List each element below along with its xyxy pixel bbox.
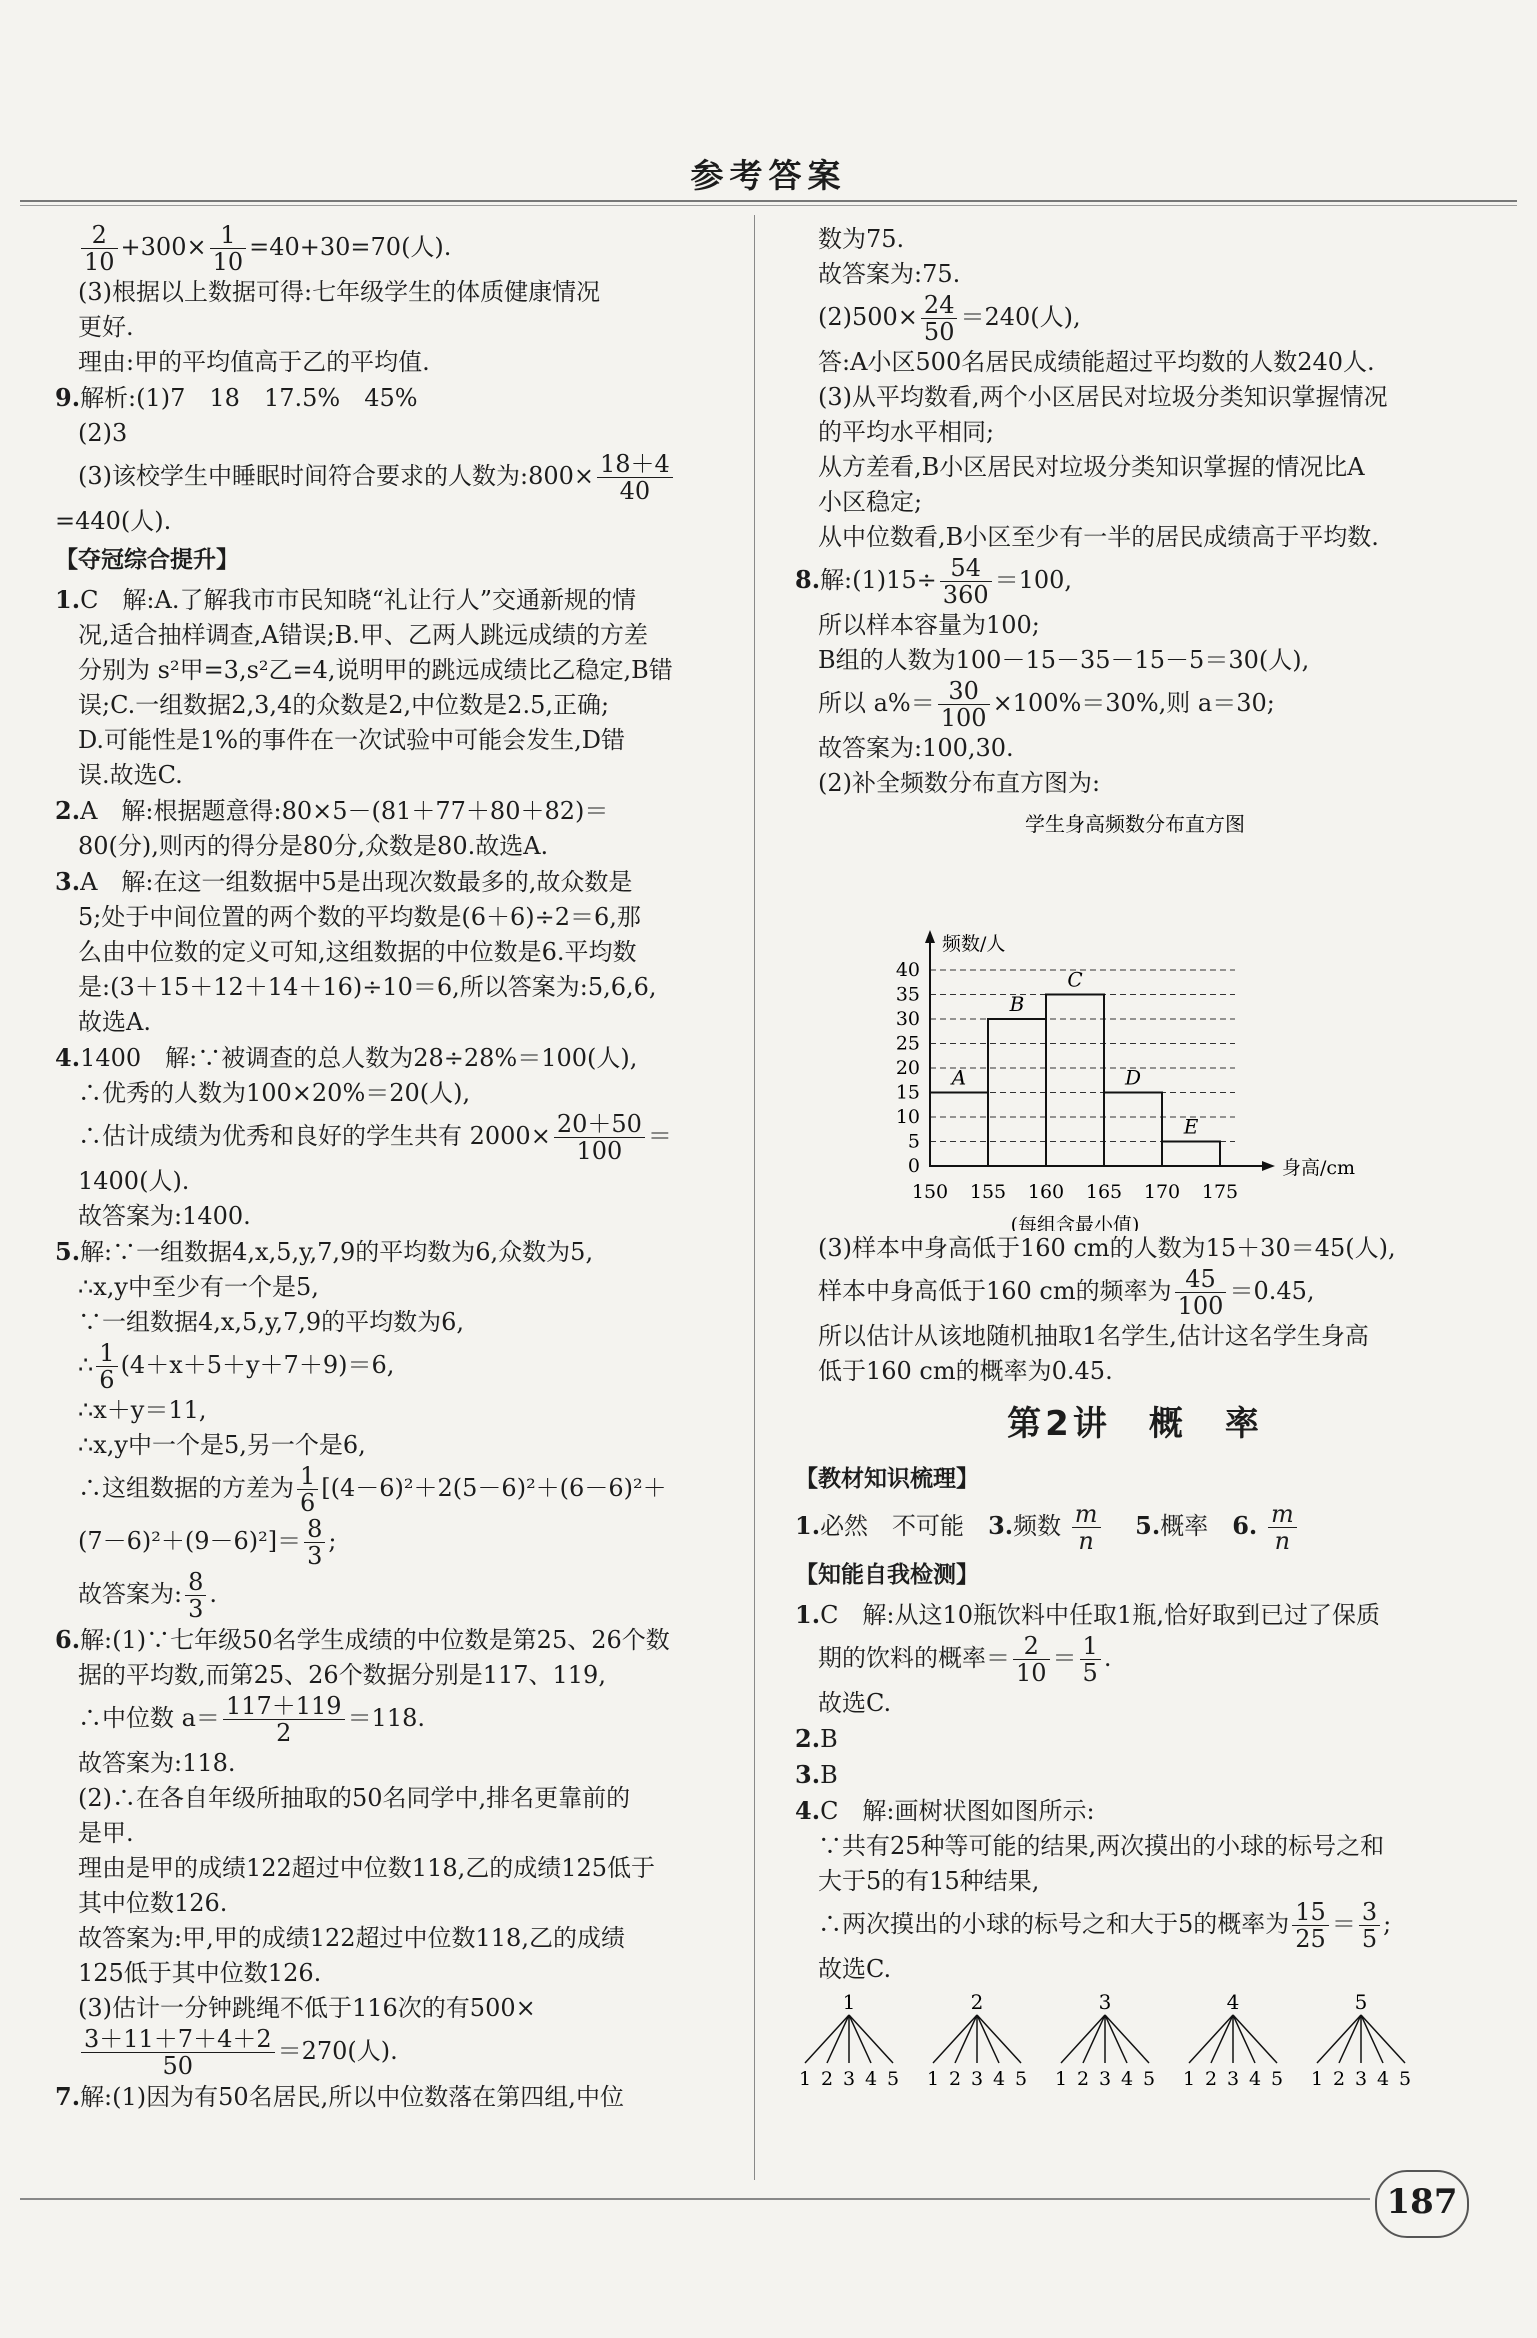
right-column xyxy=(795,222,1475,2097)
question-8: 8.解:(1)15÷ $\frac{54}{360}$ ＝100, xyxy=(795,554,1073,609)
bar-label: E xyxy=(1183,1114,1199,1139)
histogram-svg xyxy=(795,801,1475,1231)
question-5: 5.解:∵一组数据4,x,5,y,7,9的平均数为6,众数为5, xyxy=(55,1237,594,1266)
page-number: 187 xyxy=(1375,2170,1469,2238)
text-line: 的平均水平相同; xyxy=(818,418,995,446)
text-line: ∴估计成绩为优秀和良好的学生共有 2000× $\frac{20+50}{100}$ ＝ xyxy=(78,1110,672,1165)
bar-label: A xyxy=(951,1065,967,1090)
tree-leaf-label: 3 xyxy=(970,2068,984,2090)
tree-diagram-svg xyxy=(795,1987,1475,2097)
tree-leaf-label: 5 xyxy=(886,2068,900,2090)
text-line: 大于5的有15种结果, xyxy=(818,1867,1040,1895)
tree-leaf-label: 2 xyxy=(948,2068,962,2090)
tree-root-label: 3 xyxy=(1098,1990,1112,2014)
text-line: $\frac{3+11+7+4+2}{50}$ ＝270(人). xyxy=(55,2026,735,2079)
text-line: 故答案为:100,30. xyxy=(818,734,1014,762)
header-rule-thin xyxy=(20,205,1517,206)
text-line: D.可能性是1%的事件在一次试验中可能会发生,D错 xyxy=(78,726,625,754)
tree-branch xyxy=(955,2015,977,2063)
tree-branch xyxy=(1361,2015,1405,2063)
text-line: 故选C. xyxy=(818,1955,892,1983)
tree-branch xyxy=(977,2015,999,2063)
histogram-bar xyxy=(1046,995,1104,1167)
text-line: (2)3 xyxy=(78,419,128,447)
text-line: (3)从平均数看,两个小区居民对垃圾分类知识掌握情况 xyxy=(818,383,1388,411)
text-line: 故答案为:1400. xyxy=(78,1202,251,1230)
text-line: (2)500× $\frac{24}{50}$ ＝240(人), xyxy=(818,291,1081,346)
tree-leaf-label: 2 xyxy=(1332,2068,1346,2090)
text-line: 据的平均数,而第25、26个数据分别是117、119, xyxy=(78,1661,606,1689)
fraction: $\frac{m}{n}$ xyxy=(1268,1501,1297,1554)
text-line: ∴x,y中一个是5,另一个是6, xyxy=(78,1431,366,1459)
text-line: 1400(人). xyxy=(78,1167,190,1195)
text-line: 故答案为:118. xyxy=(78,1749,236,1777)
text-line: 答:A小区500名居民成绩能超过平均数的人数240人. xyxy=(818,348,1375,376)
tree-leaf-label: 4 xyxy=(1376,2068,1390,2090)
text-line: 故选A. xyxy=(78,1008,151,1036)
section-heading: 【知能自我检测】 xyxy=(795,1562,979,1588)
fraction: $\frac{m}{n}$ xyxy=(1072,1501,1101,1554)
text-line: 125低于其中位数126. xyxy=(78,1959,322,1987)
tree-branch xyxy=(1105,2015,1127,2063)
y-tick-label: 40 xyxy=(895,959,920,981)
histogram-bar xyxy=(930,1093,988,1167)
tree-branch xyxy=(1189,2015,1233,2063)
tree-leaf-label: 2 xyxy=(820,2068,834,2090)
text-line: 误;C.一组数据2,3,4的众数是2,中位数是2.5,正确; xyxy=(78,691,610,719)
text-line: =440(人). xyxy=(55,507,172,535)
question-4: 4.1400 解:∵被调查的总人数为28÷28%＝100(人), xyxy=(55,1043,638,1072)
answer-row: 1.必然 不可能 3.频数 $\frac{m}{n}$ 5.概率 6. $\frac{m}{n}$ xyxy=(795,1501,1475,1554)
page-header xyxy=(0,150,1537,197)
text-line: 是甲. xyxy=(78,1819,134,1847)
bar-label: B xyxy=(1009,992,1025,1016)
text-line: (3)根据以上数据可得:七年级学生的体质健康情况 xyxy=(78,278,601,306)
text-line: 样本中身高低于160 cm的频率为 $\frac{45}{100}$ ＝0.45, xyxy=(818,1265,1315,1320)
text-line: 误.故选C. xyxy=(78,761,183,789)
tree-leaf-label: 2 xyxy=(1204,2068,1218,2090)
tree-leaf-label: 3 xyxy=(1098,2068,1112,2090)
tree-leaf-label: 5 xyxy=(1270,2068,1284,2090)
text-line: ∴中位数 a＝ $\frac{117+119}{2}$ ＝118. xyxy=(78,1692,425,1747)
text-line: 5;处于中间位置的两个数的平均数是(6＋6)÷2＝6,那 xyxy=(78,903,641,931)
text-line: 所以样本容量为100; xyxy=(818,611,1040,639)
text-line: 数为75. xyxy=(818,225,905,253)
y-axis-label: 频数/人 xyxy=(942,933,1006,955)
tree-branch xyxy=(1061,2015,1105,2063)
y-tick-label: 25 xyxy=(895,1032,920,1055)
left-column xyxy=(55,222,735,2115)
x-tick-label: 170 xyxy=(1143,1181,1181,1203)
tree-leaf-label: 5 xyxy=(1398,2068,1412,2090)
text-line: 所以 a%＝ $\frac{30}{100}$ ×100%＝30%,则 a＝30; xyxy=(818,677,1275,732)
text-line: 故选C. xyxy=(818,1689,892,1717)
text-line: 分别为 s²甲=3,s²乙=4,说明甲的跳远成绩比乙稳定,B错 xyxy=(78,656,673,684)
text-line: 低于160 cm的概率为0.45. xyxy=(818,1357,1113,1385)
fraction: $\frac{3+11+7+4+2}{50}$ xyxy=(81,2026,275,2079)
tree-leaf-label: 3 xyxy=(842,2068,856,2090)
tree-branch xyxy=(805,2015,849,2063)
text-line: 从中位数看,B小区至少有一半的居民成绩高于平均数. xyxy=(818,523,1379,551)
x-tick-label: 165 xyxy=(1085,1181,1123,1203)
text-line: 是:(3＋15＋12＋14＋16)÷10＝6,所以答案为:5,6,6, xyxy=(78,973,657,1001)
bar-label: D xyxy=(1124,1065,1142,1090)
lecture-title: 第2讲 概 率 xyxy=(1007,1404,1263,1444)
question-3: 3.A 解:在这一组数据中5是出现次数最多的,故众数是 xyxy=(55,867,633,896)
tree-leaf-label: 4 xyxy=(1248,2068,1262,2090)
question-9: 9.解析:(1)7 18 17.5% 45% xyxy=(55,383,418,412)
x-tick-label: 175 xyxy=(1201,1181,1239,1203)
tree-branch xyxy=(1317,2015,1361,2063)
text-line: 么由中位数的定义可知,这组数据的中位数是6.平均数 xyxy=(78,938,637,966)
histogram-bar xyxy=(988,1019,1046,1166)
tree-leaf-label: 3 xyxy=(1354,2068,1368,2090)
tree-branch xyxy=(977,2015,1021,2063)
fraction: $\frac{20+50}{100}$ xyxy=(554,1111,645,1164)
text-line: B组的人数为100－15－35－15－5＝30(人), xyxy=(818,646,1310,674)
tree-branch xyxy=(1211,2015,1233,2063)
x-tick-label: 150 xyxy=(911,1181,949,1203)
question-1: 1.C 解:从这10瓶饮料中任取1瓶,恰好取到已过了保质 xyxy=(795,1600,1380,1629)
y-tick-label: 35 xyxy=(895,983,920,1006)
tree-leaf-label: 3 xyxy=(1226,2068,1240,2090)
text-line: 80(分),则丙的得分是80分,众数是80.故选A. xyxy=(78,832,549,860)
question-2: 2.B xyxy=(795,1724,838,1753)
text-line: ∴两次摸出的小球的标号之和大于5的概率为 $\frac{15}{25}$ ＝ $\frac{3}{5}$ ; xyxy=(818,1898,1392,1953)
text-line: 况,适合抽样调查,A错误;B.甲、乙两人跳远成绩的方差 xyxy=(78,621,648,649)
tree-branch xyxy=(849,2015,871,2063)
fraction: $\frac{2}{10}$ xyxy=(81,222,118,275)
text-line: ∵共有25种等可能的结果,两次摸出的小球的标号之和 xyxy=(818,1832,1385,1860)
histogram-bar xyxy=(1162,1142,1220,1167)
fraction: $\frac{1}{5}$ xyxy=(1080,1633,1101,1686)
text-line: 小区稳定; xyxy=(818,488,923,516)
x-axis-label: 身高/cm xyxy=(1282,1157,1356,1179)
fraction: $\frac{2}{10}$ xyxy=(1013,1633,1050,1686)
text-line: (3)估计一分钟跳绳不低于116次的有500× xyxy=(78,1994,536,2022)
bar-label: C xyxy=(1067,967,1083,992)
x-tick-label: 155 xyxy=(969,1181,1007,1203)
header-rule xyxy=(20,200,1517,202)
x-tick-label: 160 xyxy=(1027,1181,1065,1203)
text-line: 期的饮料的概率＝ $\frac{2}{10}$ ＝ $\frac{1}{5}$ . xyxy=(818,1632,1112,1687)
tree-leaf-label: 4 xyxy=(864,2068,878,2090)
fraction: $\frac{1}{6}$ xyxy=(297,1463,318,1516)
y-tick-label: 30 xyxy=(895,1008,920,1030)
tree-leaf-label: 5 xyxy=(1014,2068,1028,2090)
text-line: ∴x＋y＝11, xyxy=(78,1396,207,1424)
histogram-bar xyxy=(1104,1093,1162,1167)
histogram-chart xyxy=(795,801,1475,1231)
text-line: (2)补全频数分布直方图为: xyxy=(818,769,1101,797)
tree-branch xyxy=(933,2015,977,2063)
tree-branch xyxy=(827,2015,849,2063)
tree-leaf-label: 2 xyxy=(1076,2068,1090,2090)
tree-branch xyxy=(1233,2015,1255,2063)
text-line: 所以估计从该地随机抽取1名学生,估计这名学生身高 xyxy=(818,1322,1369,1350)
text-line: 故答案为: $\frac{8}{3}$ . xyxy=(78,1568,218,1623)
text-line: ∴这组数据的方差为 $\frac{1}{6}$ [(4－6)²＋2(5－6)²＋(6－6)²＋ xyxy=(78,1462,667,1517)
text-line: 从方差看,B小区居民对垃圾分类知识掌握的情况比A xyxy=(818,453,1365,481)
text-line: 其中位数126. xyxy=(78,1889,228,1917)
question-7: 7.解:(1)因为有50名居民,所以中位数落在第四组,中位 xyxy=(55,2082,624,2111)
tree-branch xyxy=(1105,2015,1149,2063)
fraction: $\frac{8}{3}$ xyxy=(304,1516,325,1569)
tree-leaf-label: 1 xyxy=(926,2068,940,2090)
text-line: (3)样本中身高低于160 cm的人数为15＋30＝45(人), xyxy=(818,1234,1396,1262)
column-divider xyxy=(754,215,755,2180)
y-tick-label: 20 xyxy=(895,1057,920,1079)
section-heading: 【夺冠综合提升】 xyxy=(55,547,239,573)
text-line: 故答案为:75. xyxy=(818,260,961,288)
tree-branch xyxy=(1339,2015,1361,2063)
tree-branch xyxy=(1233,2015,1277,2063)
tree-leaf-label: 1 xyxy=(1182,2068,1196,2090)
fraction: $\frac{24}{50}$ xyxy=(921,292,958,345)
footer-rule xyxy=(20,2198,1370,2200)
fraction: $\frac{15}{25}$ xyxy=(1292,1899,1329,1952)
y-tick-label: 15 xyxy=(895,1081,920,1104)
text-line: ∴ $\frac{1}{6}$ (4＋x＋5＋y＋7＋9)＝6, xyxy=(78,1339,395,1394)
tree-root-label: 1 xyxy=(842,1990,856,2014)
tree-leaf-label: 4 xyxy=(1120,2068,1134,2090)
text-line: (2)∴在各自年级所抽取的50名同学中,排名更靠前的 xyxy=(78,1784,631,1812)
tree-root-label: 5 xyxy=(1354,1990,1368,2014)
fraction: $\frac{30}{100}$ xyxy=(938,678,990,731)
y-tick-label: 10 xyxy=(895,1106,920,1128)
tree-branch xyxy=(849,2015,893,2063)
fraction: $\frac{1}{6}$ xyxy=(96,1340,117,1393)
question-4: 4.C 解:画树状图如图所示: xyxy=(795,1796,1095,1825)
fraction: $\frac{54}{360}$ xyxy=(940,555,992,608)
fraction: $\frac{8}{3}$ xyxy=(185,1569,206,1622)
chart-note: (每组含最小值) xyxy=(1010,1214,1140,1231)
tree-leaf-label: 1 xyxy=(1310,2068,1324,2090)
x-axis-arrow xyxy=(1262,1161,1275,1171)
text-line: $\frac{2}{10}$ +300× $\frac{1}{10}$ =40+30=70(人). xyxy=(55,222,735,275)
text-line: 更好. xyxy=(78,313,134,341)
tree-leaf-label: 1 xyxy=(1054,2068,1068,2090)
tree-root-label: 2 xyxy=(970,1990,984,2014)
tree-leaf-label: 1 xyxy=(798,2068,812,2090)
text-line: 故答案为:甲,甲的成绩122超过中位数118,乙的成绩 xyxy=(78,1924,625,1952)
fraction: $\frac{3}{5}$ xyxy=(1359,1899,1380,1952)
text-line: ∴x,y中至少有一个是5, xyxy=(78,1273,319,1301)
text-line: (3)该校学生中睡眠时间符合要求的人数为:800× $\frac{18+4}{40}$ xyxy=(55,451,735,504)
chart-title: 学生身高频数分布直方图 xyxy=(1025,812,1245,836)
text-line: (7－6)²＋(9－6)²]＝ $\frac{8}{3}$ ; xyxy=(78,1515,337,1570)
fraction: $\frac{45}{100}$ xyxy=(1175,1266,1227,1319)
question-3: 3.B xyxy=(795,1760,838,1789)
text-line: ∴优秀的人数为100×20%＝20(人), xyxy=(78,1079,471,1107)
tree-leaf-label: 4 xyxy=(992,2068,1006,2090)
section-heading: 【教材知识梳理】 xyxy=(795,1466,979,1492)
fraction: $\frac{18+4}{40}$ xyxy=(597,451,673,504)
y-axis-arrow xyxy=(925,930,935,943)
text-line: ∵一组数据4,x,5,y,7,9的平均数为6, xyxy=(78,1308,465,1336)
question-2: 2.A 解:根据题意得:80×5－(81＋77＋80＋82)＝ xyxy=(55,796,609,825)
tree-leaf-label: 5 xyxy=(1142,2068,1156,2090)
tree-root-label: 4 xyxy=(1226,1990,1240,2014)
tree-branch xyxy=(1083,2015,1105,2063)
text-line: 理由:甲的平均值高于乙的平均值. xyxy=(78,348,430,376)
y-tick-label: 0 xyxy=(907,1155,920,1177)
question-1: 1.C 解:A.了解我市市民知晓“礼让行人”交通新规的情 xyxy=(55,585,637,614)
question-6: 6.解:(1)∵七年级50名学生成绩的中位数是第25、26个数 xyxy=(55,1625,670,1654)
tree-branch xyxy=(1361,2015,1383,2063)
fraction: $\frac{1}{10}$ xyxy=(210,222,247,275)
page-header-title: 参考答案 xyxy=(690,156,847,195)
text-line: 理由是甲的成绩122超过中位数118,乙的成绩125低于 xyxy=(78,1854,656,1882)
tree-diagram xyxy=(795,1987,1475,2097)
fraction: $\frac{117+119}{2}$ xyxy=(223,1693,345,1746)
y-tick-label: 5 xyxy=(907,1130,920,1153)
